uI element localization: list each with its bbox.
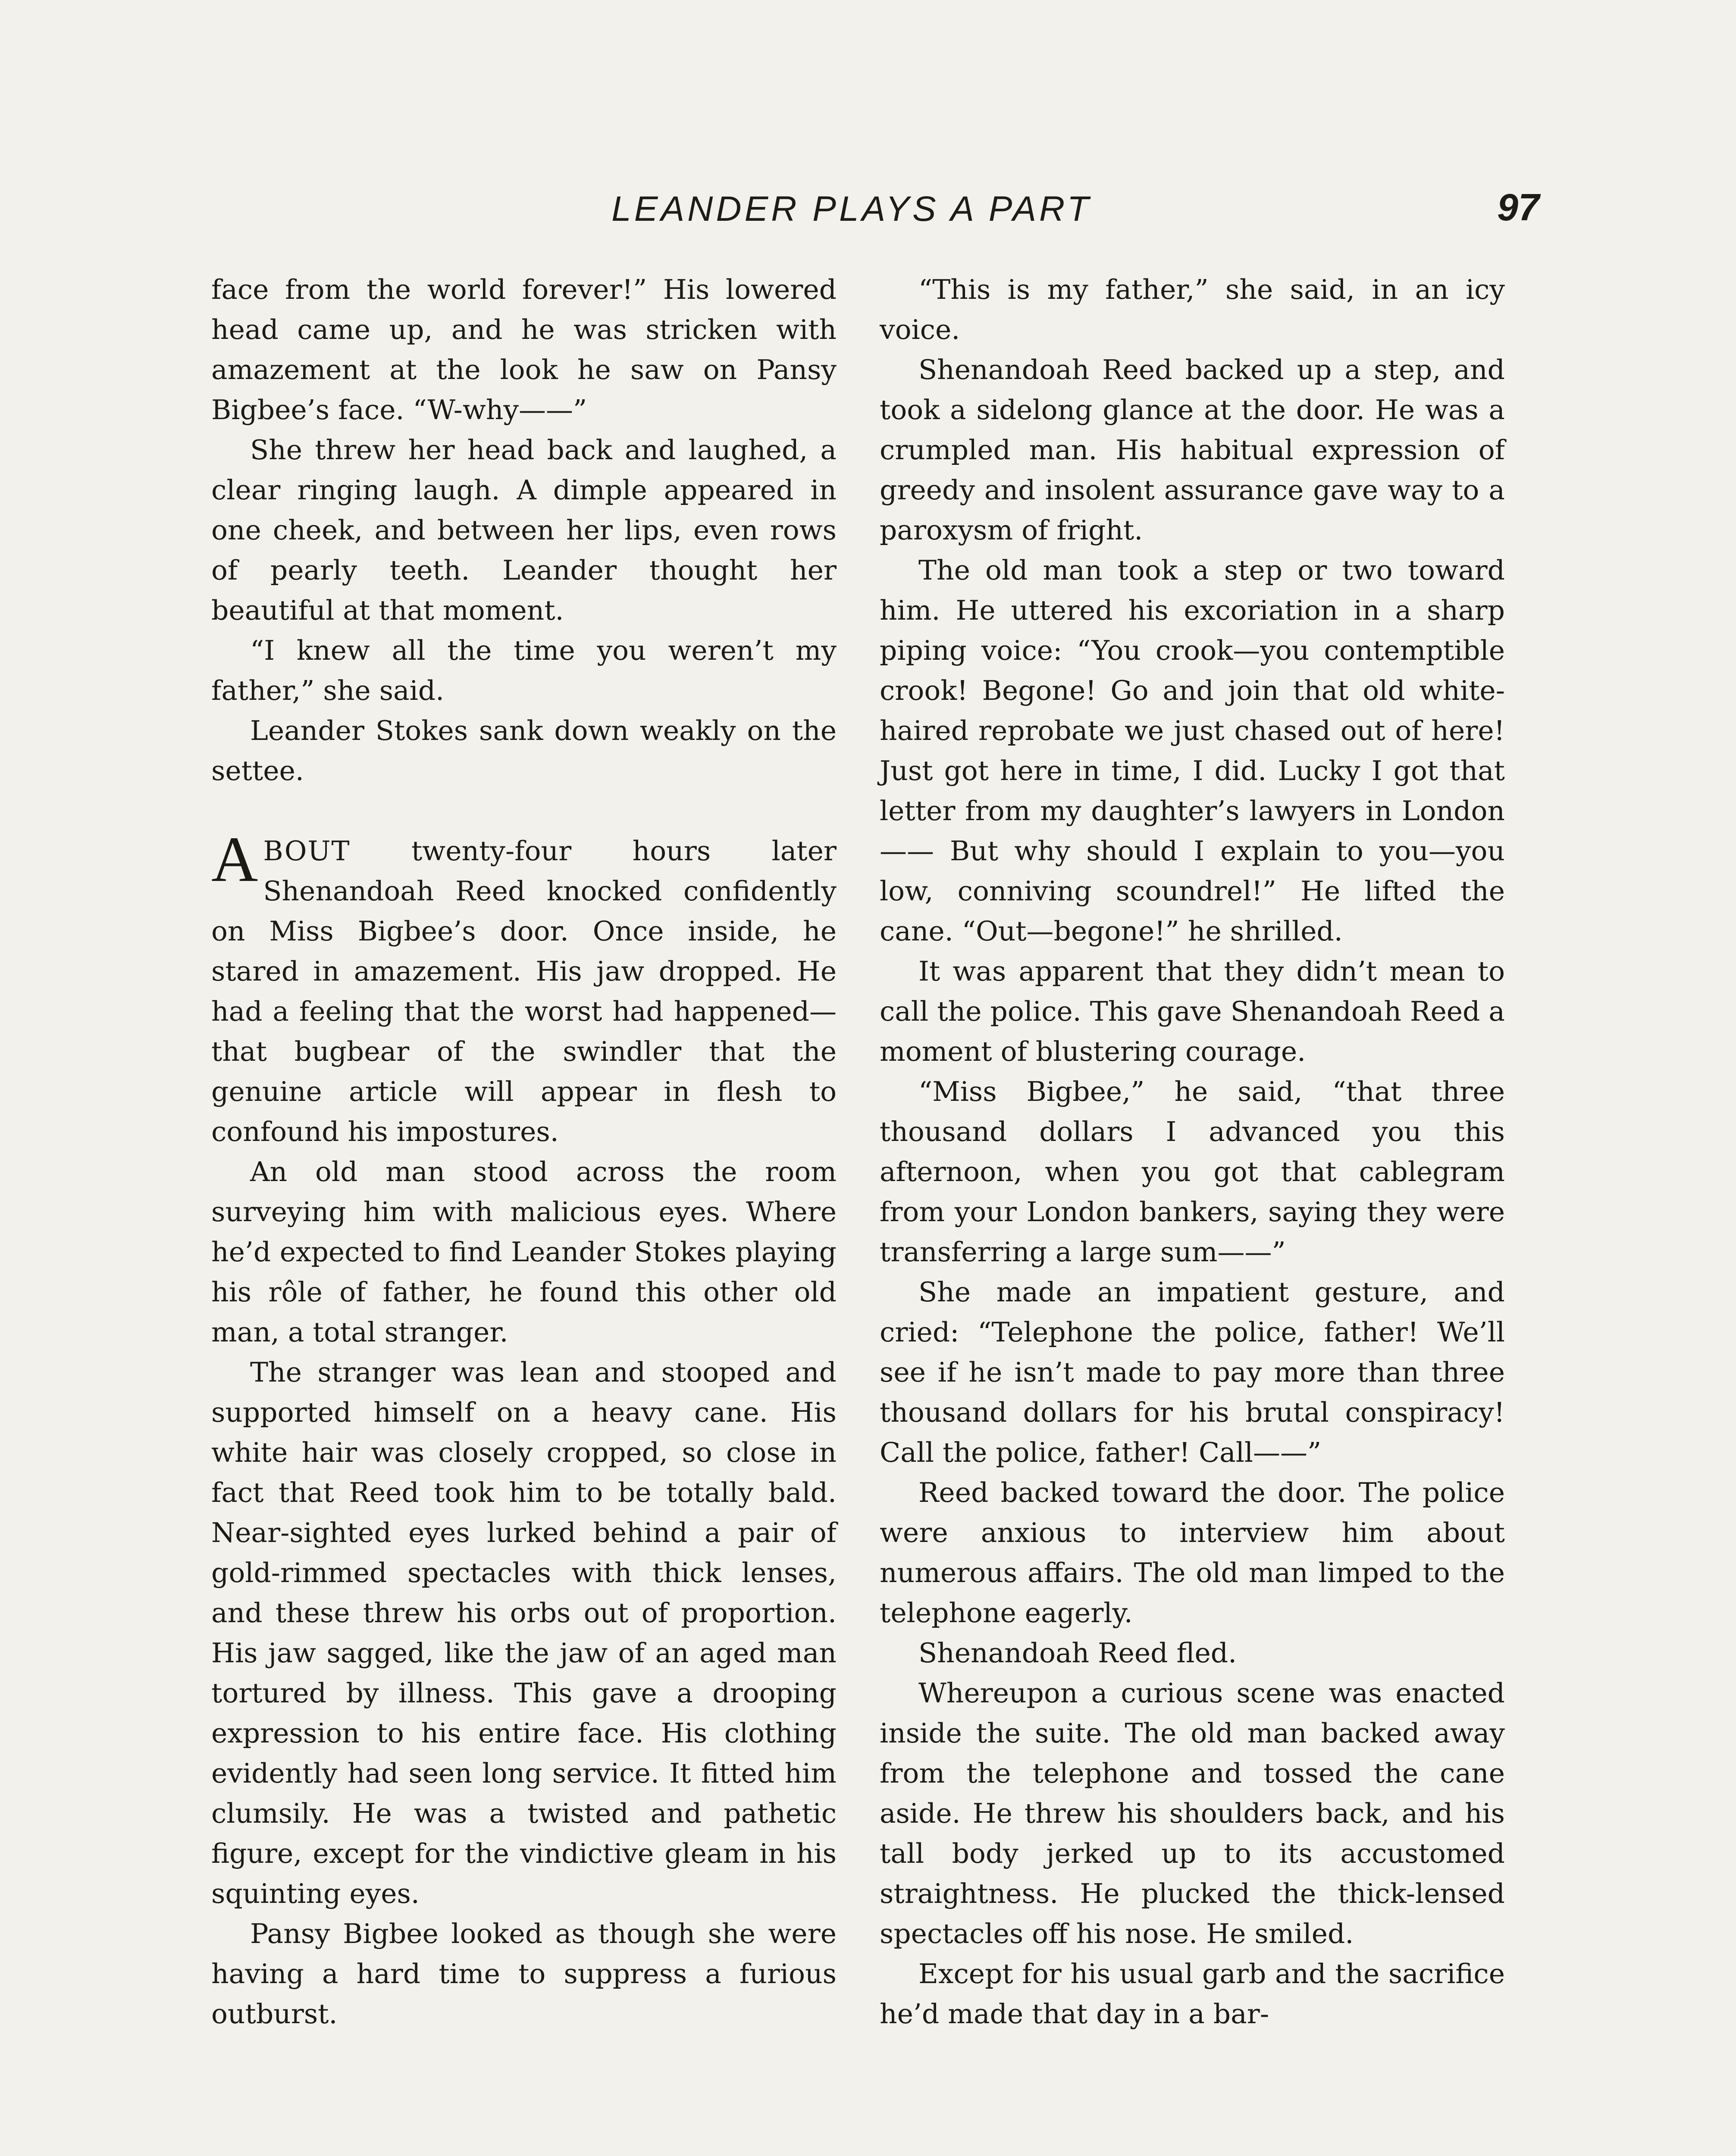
paragraph: face from the world forever!” His lowered head came up, and he was stricken with amazement at the look he saw on Pansy Bigbee’s face. “W-why——” [211, 274, 837, 426]
paragraph: Whereupon a curious scene was enacted inside the suite. The old man backed away from the telephone and tossed the cane aside. He threw his shoulders back, and his tall body jerked up to its accustomed straightness. He plucked the thick-lensed spectacles off his nose. He smiled. [880, 1677, 1505, 1949]
paragraph: It was apparent that they didn’t mean to call the police. This gave Shenandoah Reed a moment of blustering courage. [880, 956, 1505, 1067]
lead-word: BOUT [263, 835, 351, 867]
paragraph: Shenandoah Reed fled. [918, 1637, 1237, 1669]
paragraph: An old man stood across the room surveying him with malicious eyes. Where he’d expected to find Leander Stokes playing his rôle of father, he found this other old man, a total stranger. [211, 1156, 837, 1348]
paragraph: “I knew all the time you weren’t my father,” she said. [211, 635, 837, 706]
section-opening-paragraph [211, 824, 837, 1152]
paragraph: Leander Stokes sank down weakly on the settee. [211, 715, 837, 787]
paragraph: Except for his usual garb and the sacrifice he’d made that day in a bar- [880, 1958, 1505, 2030]
paragraph: Reed backed toward the door. The police were anxious to interview him about numerous affairs. The old man limped to the telephone eagerly. [880, 1477, 1505, 1629]
paragraph: She made an impatient gesture, and cried: “Telephone the police, father! We’ll see if he isn’t made to pay more than three thousand dollars for his brutal conspiracy! Call the police, father! Call——” [880, 1276, 1505, 1468]
paragraph: “This is my father,” she said, in an icy voice. [880, 274, 1505, 345]
section-break [211, 791, 837, 831]
paragraph: She threw her head back and laughed, a clear ringing laugh. A dimple appeared in one cheek, and between her lips, even rows of pearly teeth. Leander thought her beautiful at that moment. [211, 434, 837, 626]
drop-cap: A [211, 824, 258, 895]
paragraph: The old man took a step or two toward him. He uttered his excoriation in a sharp piping voice: “You crook—you contemptible crook! Begone! Go and join that old white-haired reprobate we just chased out of here! Just got here in time, I did. Lucky I got that letter from my daughter’s lawyers in London—— But why should I explain to you—you low, conniving scoundrel!” He lifted the cane. “Out—begone!” he shrilled. [880, 555, 1505, 947]
paragraph: Shenandoah Reed backed up a step, and took a sidelong glance at the door. He was a crumpled man. His habitual expression of greedy and insolent assurance gave way to a paroxysm of fright. [880, 354, 1505, 546]
page-number: 97 [1497, 186, 1539, 229]
paragraph-text: twenty-four hours later Shenandoah Reed knocked confidently on Miss Bigbee’s door. Once inside, he stared in amazement. His jaw dropped. He had a feeling that the worst had happened—that bugbear of the swindler that the genuine article will appear in flesh to confound his impostures. [211, 835, 837, 1147]
paragraph: Pansy Bigbee looked as though she were having a hard time to suppress a furious outburst. [211, 1918, 837, 2030]
left-column [211, 270, 837, 2034]
paragraph: “Miss Bigbee,” he said, “that three thousand dollars I advanced you this afternoon, when you got that cablegram from your London bankers, saying they were transferring a large sum——” [880, 1076, 1505, 1268]
running-title: LEANDER PLAYS A PART [611, 189, 1092, 229]
paragraph: The stranger was lean and stooped and supported himself on a heavy cane. His white hair was closely cropped, so close in fact that Reed took him to be totally bald. Near-sighted eyes lurked behind a pair of gold-rimmed spectacles with thick lenses, and these threw his orbs out of proportion. His jaw sagged, like the jaw of an aged man tortured by illness. This gave a drooping expression to his entire face. His clothing evidently had seen long service. It fitted him clumsily. He was a twisted and pathetic figure, except for the vindictive gleam in his squinting eyes. [211, 1357, 837, 1909]
right-column [880, 270, 1505, 2034]
